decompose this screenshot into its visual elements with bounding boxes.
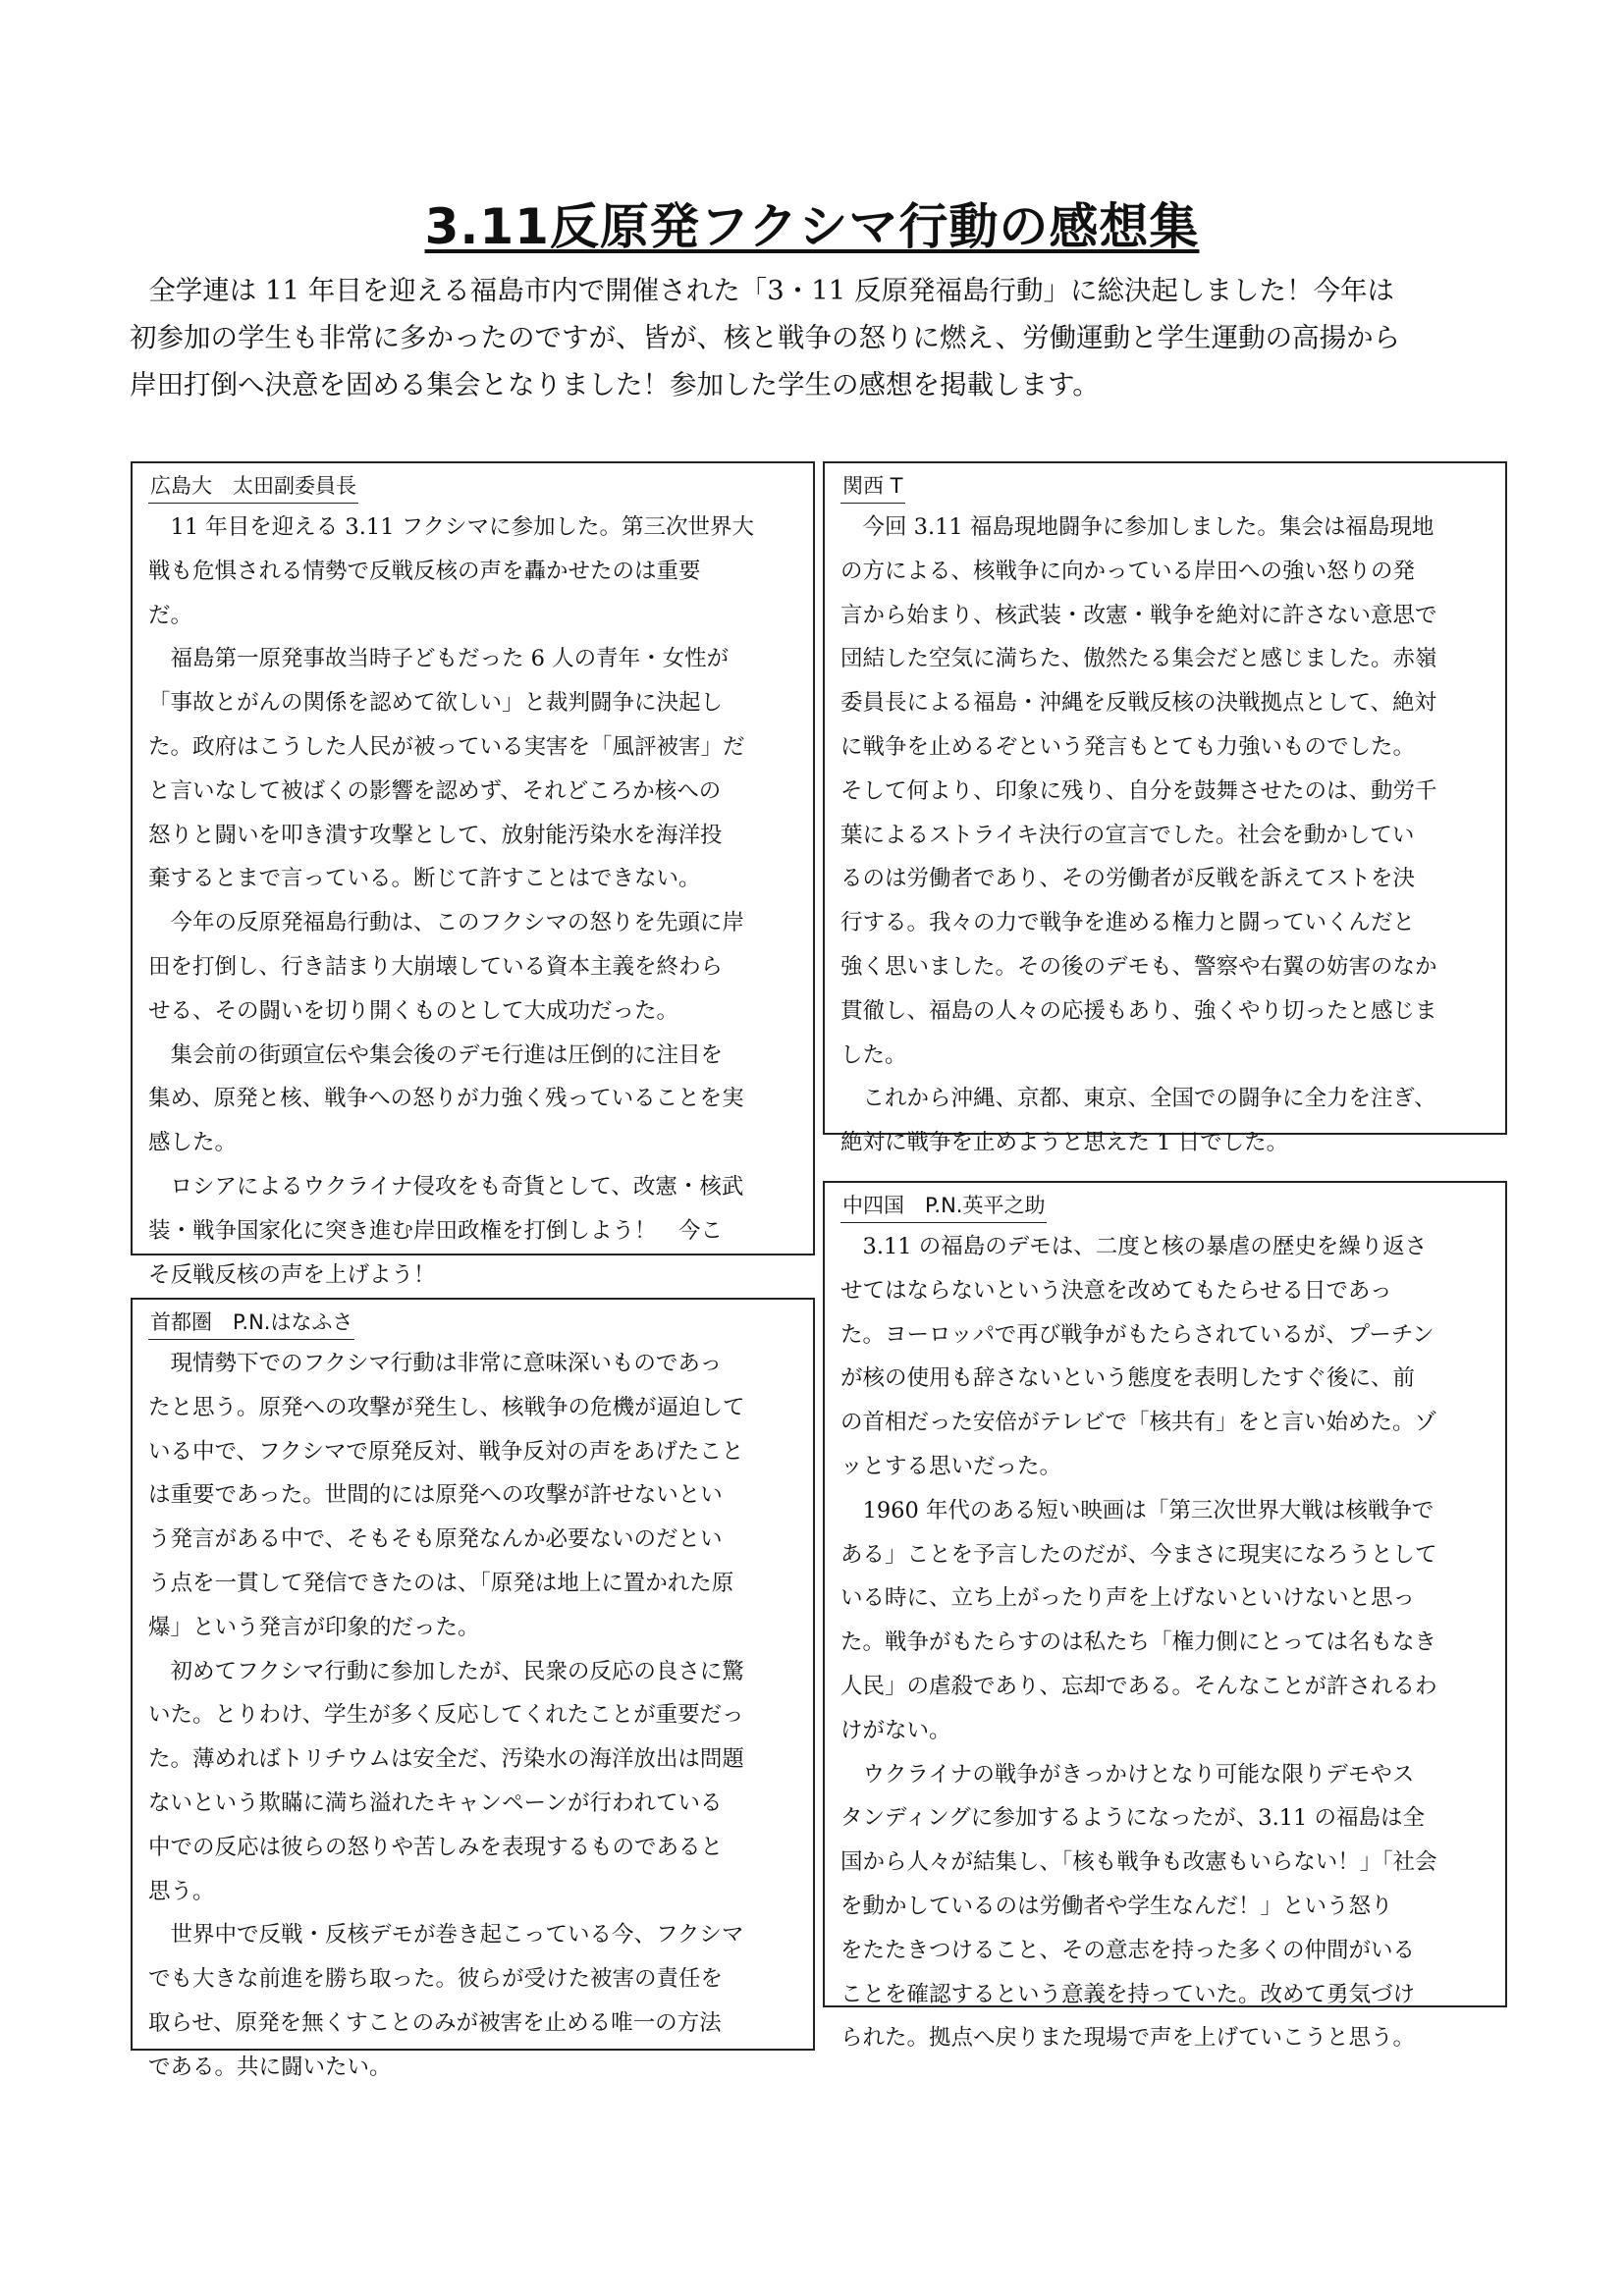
intro-line: 初参加の学生も非常に多かったのですが、皆が、核と戦争の怒りに燃え、労働運動と学生運動の高揚から — [130, 322, 1401, 353]
article-line: 棄するとまで言っている。断じて許すことはできない。 — [148, 866, 701, 892]
article-line: ロシアによるウクライナ侵攻をも奇貨として、改憲・核武 — [170, 1173, 744, 1200]
article-line: う点を一貫して発信できたのは、「原発は地上に置かれた原 — [148, 1570, 734, 1596]
article-line: をたたきつけること、その意志を持った多くの仲間がいる — [840, 1937, 1416, 1963]
article-line: 11 年目を迎える 3.11 フクシマに参加した。第三次世界大 — [170, 514, 755, 540]
article-line: けがない。 — [840, 1717, 951, 1743]
intro-paragraph — [130, 267, 1496, 408]
article-line: でも大きな前進を勝ち取った。彼らが受けた被害の責任を — [148, 1966, 724, 1993]
article-line: 3.11 の福島のデモは、二度と核の暴虐の歴史を繰り返さ — [862, 1234, 1428, 1259]
article-line: るのは労働者であり、その労働者が反戦を訴えてストを決 — [840, 866, 1416, 892]
article-line: た。薄めればトリチウムは安全だ、汚染水の海洋放出は問題 — [148, 1746, 744, 1773]
article-line: 行する。我々の力で戦争を進める権力と闘っていくんだと — [840, 910, 1416, 936]
article-line: ある」ことを予言したのだが、今まさに現実になろうとして — [840, 1541, 1437, 1568]
article-line: 感した。 — [148, 1130, 238, 1156]
article-line: られた。拠点へ戻りまた現場で声を上げていこうと思う。 — [840, 2025, 1416, 2052]
article-line: 中での反応は彼らの怒りや苦しみを表現するものであると — [148, 1834, 724, 1860]
article-line: タンディングに参加するようになったが、3.11 の福島は全 — [840, 1805, 1426, 1832]
article-line: いる中で、フクシマで原発反対、戦争反対の声をあげたこと — [148, 1438, 744, 1465]
article-line: 戦も危惧される情勢で反戦反核の声を轟かせたのは重要 — [148, 558, 701, 584]
article-line: た。戦争がもたらすのは私たち「権力側にとっては名もなき — [840, 1629, 1437, 1656]
article-line: た。ヨーロッパで再び戦争がもたらされているが、プーチン — [840, 1321, 1435, 1348]
article-body — [840, 1225, 1489, 2060]
article-line: 福島第一原発事故当時子どもだった 6 人の青年・女性が — [170, 646, 730, 672]
article-line: 「事故とがんの関係を認めて欲しい」と裁判闘争に決起し — [148, 690, 724, 717]
article-line: 葉によるストライキ決行の宣言でした。社会を動かしてい — [840, 822, 1415, 848]
article-line: た。政府はこうした人民が被っている実害を「風評被害」だ — [148, 733, 745, 760]
article-line: 国から人々が結集し、「核も戦争も改憲もいらない！」「社会 — [840, 1849, 1437, 1876]
article-line: 田を打倒し、行き詰まり大崩壊している資本主義を終わら — [148, 953, 724, 980]
article-line: 今年の反原発福島行動は、このフクシマの怒りを先頭に岸 — [170, 910, 744, 936]
article-line: 爆」という発言が印象的だった。 — [148, 1614, 480, 1640]
article-line: ことを確認するという意義を持っていた。改めて勇気づけ — [840, 1981, 1416, 2007]
article-line: を動かしているのは労働者や学生なんだ！」という怒り — [840, 1893, 1393, 1919]
article-line: 絶対に戦争を止めようと思えた 1 日でした。 — [840, 1130, 1289, 1156]
article-line: 現情勢下でのフクシマ行動は非常に意味深いものであっ — [170, 1351, 723, 1376]
article-line: 集め、原発と核、戦争への怒りが力強く残っていることを実 — [148, 1086, 744, 1112]
page-title: 3.11反原発フクシマ行動の感想集 — [424, 198, 1200, 255]
article-line: 今回 3.11 福島現地闘争に参加しました。集会は福島現地 — [862, 514, 1435, 540]
article-line: 世界中で反戦・反核デモが巻き起こっている今、フクシマ — [170, 1922, 744, 1949]
article-line: した。 — [840, 1041, 907, 1068]
article-line: これから沖縄、京都、東京、全国での闘争に全力を注ぎ、 — [862, 1086, 1436, 1112]
article-line: 装・戦争国家化に突き進む岸田政権を打倒しよう！ 今こ — [148, 1217, 724, 1244]
article-body — [148, 506, 797, 1297]
article-line: せる、その闘いを切り開くものとして大成功だった。 — [148, 997, 679, 1024]
article-line: 委員長による福島・沖縄を反戦反核の決戦拠点として、絶対 — [840, 690, 1437, 717]
article-line: が核の使用も辞さないという態度を表明したすぐ後に、前 — [840, 1365, 1416, 1392]
article-line: 怒りと闘いを叩き潰す攻撃として、放射能汚染水を海洋投 — [148, 822, 723, 848]
article-body — [840, 506, 1489, 1165]
article-line: 取らせ、原発を無くすことのみが被害を止める唯一の方法 — [148, 2009, 722, 2036]
article-line: だ。 — [148, 602, 193, 628]
article-author: 中四国 P.N.英平之助 — [840, 1189, 1047, 1223]
article-line: う発言がある中で、そもそも原発なんか必要ないのだとい — [148, 1526, 723, 1553]
article-line: 団結した空気に満ちた、傲然たる集会だと感じました。赤嶺 — [840, 646, 1437, 672]
article-body — [148, 1342, 797, 2090]
article-line: の方による、核戦争に向かっている岸田への強い怒りの発 — [840, 558, 1416, 584]
article-line: は重要であった。世間的には原発への攻撃が許せないとい — [148, 1482, 723, 1509]
article-line: せてはならないという決意を改めてもたらせる日であっ — [840, 1277, 1392, 1304]
article-line: たと思う。原発への攻撃が発生し、核戦争の危機が逼迫して — [148, 1394, 745, 1420]
article-line: いる時に、立ち上がったり声を上げないといけないと思っ — [840, 1585, 1416, 1612]
article-line: の首相だった安倍がテレビで「核共有」をと言い始めた。ゾ — [840, 1410, 1437, 1436]
article-line: ッとする思いだった。 — [840, 1453, 1062, 1479]
intro-line: 岸田打倒へ決意を固める集会となりました！参加した学生の感想を掲載します。 — [130, 369, 1100, 400]
article-author: 関西 T — [840, 469, 905, 504]
article-line: 貫徹し、福島の人々の応援もあり、強くやり切ったと感じま — [840, 997, 1437, 1024]
article-line: 1960 年代のある短い映画は「第三次世界大戦は核戦争で — [862, 1497, 1435, 1523]
article-line: 強く思いました。その後のデモも、警察や右翼の妨害のなか — [840, 953, 1437, 980]
article-line: そ反戦反核の声を上げよう！ — [148, 1261, 436, 1288]
article-line: ウクライナの戦争がきっかけとなり可能な限りデモやス — [862, 1761, 1415, 1788]
article-author: 首都圏 P.N.はなふさ — [148, 1306, 354, 1340]
article-hiroshima — [131, 461, 815, 1288]
article-kansai — [823, 461, 1507, 1156]
article-line: いた。とりわけ、学生が多く反応してくれたことが重要だっ — [148, 1702, 744, 1729]
article-line: 初めてフクシマ行動に参加したが、民衆の反応の良さに驚 — [170, 1658, 744, 1684]
article-line: である。共に闘いたい。 — [148, 2054, 392, 2080]
article-line: に戦争を止めるぞという発言もとても力強いものでした。 — [840, 733, 1416, 760]
article-line: と言いなして被ばくの影響を認めず、それどころか核への — [148, 777, 722, 804]
article-line: 思う。 — [148, 1878, 215, 1904]
article-line: 集会前の街頭宣伝や集会後のデモ行進は圧倒的に注目を — [170, 1041, 724, 1068]
article-line: 人民」の虐殺であり、忘却である。そんなことが許されるわ — [840, 1673, 1437, 1699]
article-line: 言から始まり、核武装・改憲・戦争を絶対に許さない意思で — [840, 602, 1437, 628]
article-author: 広島大 太田副委員長 — [148, 469, 358, 504]
intro-line: 全学連は 11 年目を迎える福島市内で開催された「3・11 反原発福島行動」に総決起しました！今年は — [148, 275, 1394, 306]
article-shuto — [131, 1298, 815, 2080]
article-line: そして何より、印象に残り、自分を鼓舞させたのは、動労千 — [840, 777, 1437, 804]
article-chushikoku — [823, 1181, 1507, 2052]
article-line: ないという欺瞞に満ち溢れたキャンペーンが行われている — [148, 1789, 723, 1816]
